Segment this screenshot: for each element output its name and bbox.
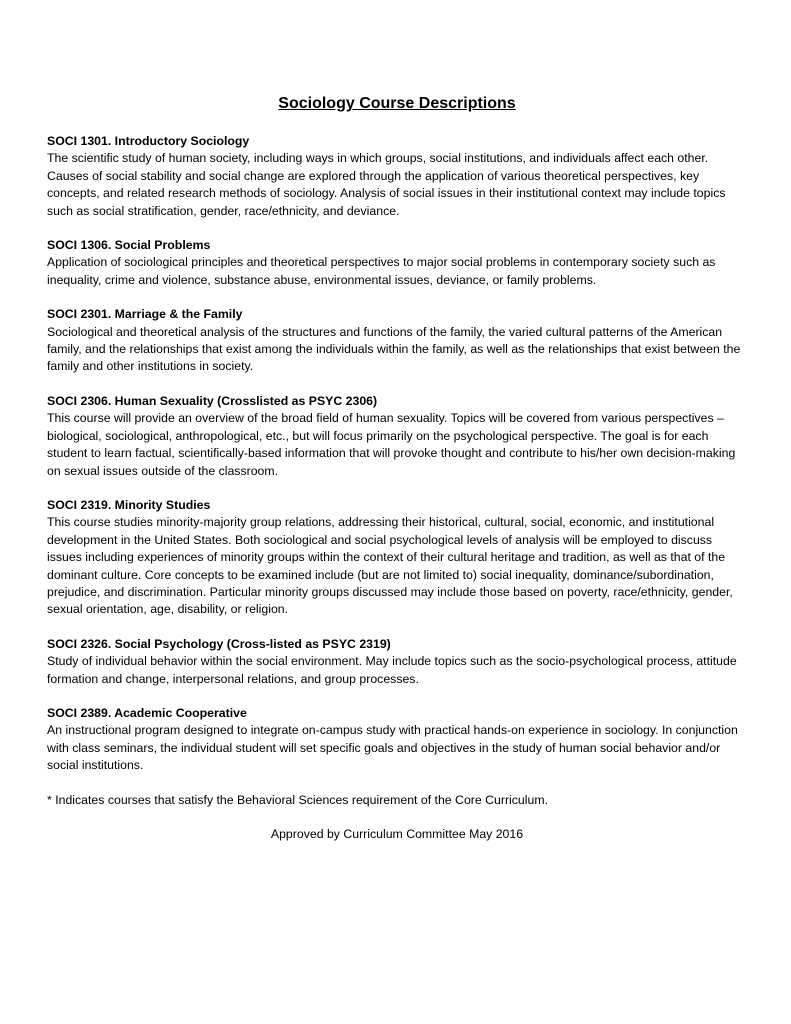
course-description: Application of sociological principles and theoretical perspectives to major social problems in contemporary society such as inequality, crime and violence, substance abuse, environmental issues, deviance, or family problems. xyxy=(47,255,716,287)
document-page xyxy=(47,94,747,843)
course-heading: SOCI 2301. Marriage & the Family xyxy=(47,307,243,322)
course-heading: SOCI 2326. Social Psychology (Cross-listed as PSYC 2319) xyxy=(47,636,391,651)
course-description: The scientific study of human society, including ways in which groups, social institutions, and individuals affect each other. Causes of social stability and social change are explored through the application of various theoretical perspectives, key concepts, and related research methods of sociology. Analysis of social issues in their institutional context may include topics such as social stratification, gender, race/ethnicity, and deviance. xyxy=(47,151,726,218)
course-entry-soci-2306 xyxy=(47,393,747,480)
course-entry-soci-2389 xyxy=(47,705,747,775)
course-heading: SOCI 1301. Introductory Sociology xyxy=(47,134,250,148)
course-description: Sociological and theoretical analysis of the structures and functions of the family, the varied cultural patterns of the American family, and the relationships that exist among the individuals within the family, as well as the relationships that exist between the family and other institutions in society. xyxy=(47,324,741,374)
page-title: Sociology Course Descriptions xyxy=(278,95,516,112)
course-description: This course studies minority-majority group relations, addressing their historical, cultural, social, economic, and institutional development in the United States. Both sociological and social psychological levels of analysis will be employed to discuss issues including experiences of minority groups within the context of their cultural heritage and tradition, as well as that of the dominant culture. Core concepts to be examined include (but are not limited to) social inequality, dominance/subordination, prejudice, and discrimination. Particular minority groups discussed may include those based on poverty, race/ethnicity, gender, sexual orientation, age, disability, or religion. xyxy=(47,515,733,617)
course-description: This course will provide an overview of the broad field of human sexuality. Topics will be covered from various perspectives – biological, sociological, anthropological, etc., but will focus primarily on the psychological perspective. The goal is for each student to learn factual, scientifically-based information that will provoke thought and contribute to his/her own decision-making on sexual issues outside of the classroom. xyxy=(47,411,736,478)
course-heading: SOCI 2306. Human Sexuality (Crosslisted as PSYC 2306) xyxy=(47,393,378,408)
course-entry-soci-2319 xyxy=(47,497,747,619)
approval-note: Approved by Curriculum Committee May 2016 xyxy=(270,827,524,841)
course-entry-soci-2326 xyxy=(47,636,747,688)
core-curriculum-footnote: * Indicates courses that satisfy the Behavioral Sciences requirement of the Core Curriculum. xyxy=(47,792,548,807)
course-heading: SOCI 2319. Minority Studies xyxy=(47,497,211,512)
course-description: Study of individual behavior within the social environment. May include topics such as the socio-psychological process, attitude formation and change, interpersonal relations, and group processes. xyxy=(47,654,737,686)
course-heading: SOCI 1306. Social Problems xyxy=(47,238,211,253)
course-heading: SOCI 2389. Academic Cooperative xyxy=(47,705,247,720)
course-entry-soci-1306 xyxy=(47,237,747,289)
course-entry-soci-1301 xyxy=(47,133,747,220)
course-entry-soci-2301 xyxy=(47,306,747,376)
course-description: An instructional program designed to integrate on-campus study with practical hands-on experience in sociology. In conjunction with class seminars, the individual student will set specific goals and objectives in the study of human social behavior and/or social institutions. xyxy=(47,723,738,773)
